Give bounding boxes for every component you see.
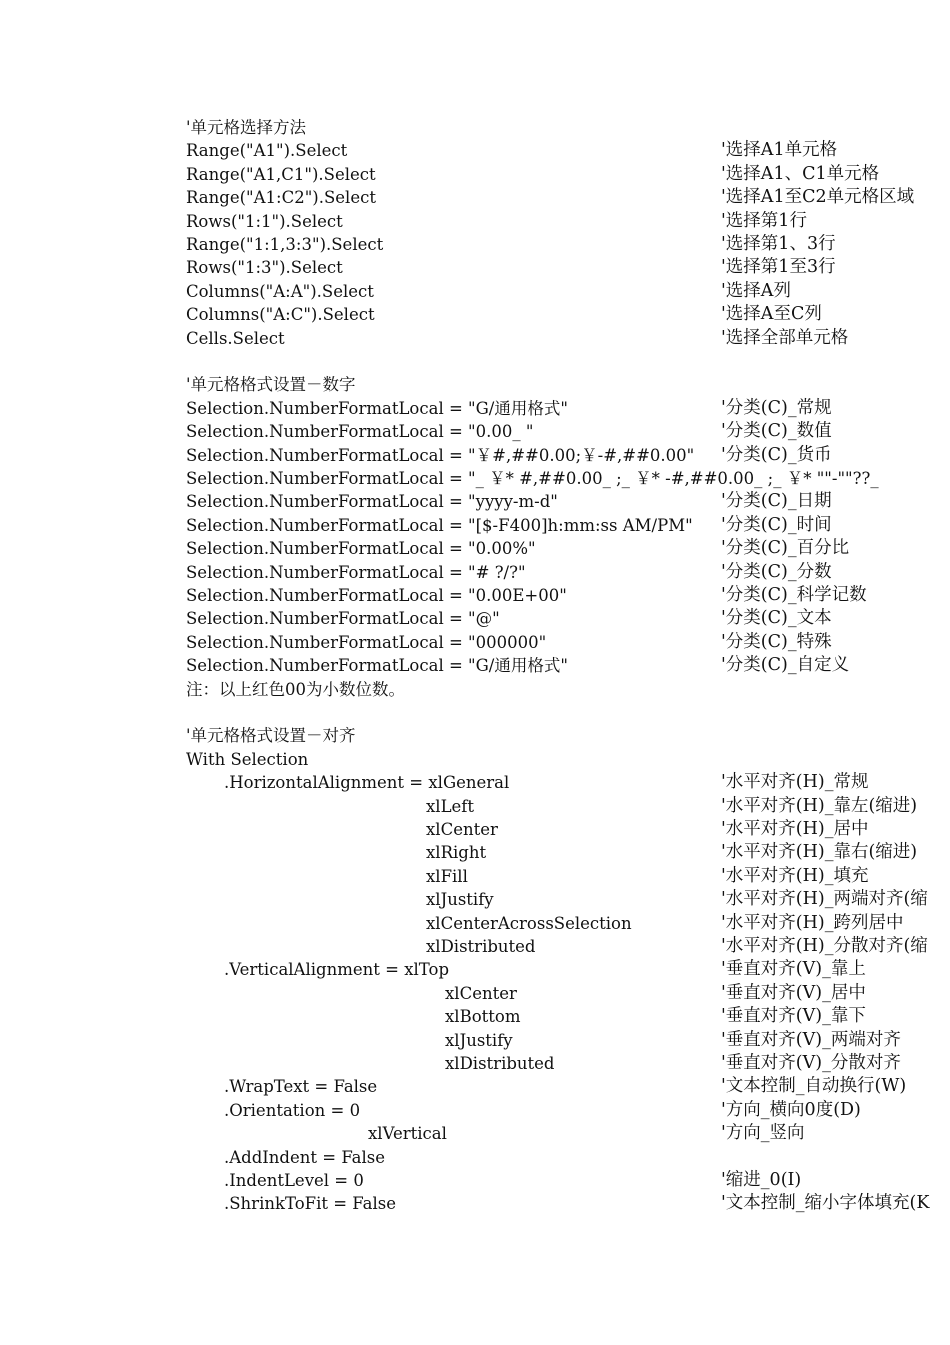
code-line bbox=[0, 163, 950, 186]
code-line bbox=[0, 420, 950, 443]
code-line bbox=[0, 116, 950, 139]
comment-text: '选择第1至3行 bbox=[721, 257, 836, 278]
code-line bbox=[0, 607, 950, 630]
comment-text: '缩进_0(I) bbox=[721, 1170, 802, 1190]
code-text: xlVertical bbox=[368, 1124, 447, 1144]
code-text: Selection.NumberFormatLocal = "yyyy-m-d" bbox=[186, 492, 558, 512]
code-text: xlRight bbox=[426, 843, 487, 863]
comment-text: '文本控制_缩小字体填充(K bbox=[721, 1193, 930, 1214]
comment-text: '垂直对齐(V)_分散对齐 bbox=[721, 1053, 901, 1073]
code-line bbox=[0, 795, 950, 818]
code-line bbox=[0, 256, 950, 279]
code-line bbox=[0, 912, 950, 935]
comment-text: '垂直对齐(V)_靠上 bbox=[721, 959, 866, 980]
code-line bbox=[0, 584, 950, 607]
comment-text: '选择A1、C1单元格 bbox=[721, 163, 880, 184]
code-text: Columns("A:A").Select bbox=[186, 281, 374, 301]
comment-text: '分类(C)_特殊 bbox=[721, 631, 832, 652]
comment-text: '选择全部单元格 bbox=[721, 327, 849, 348]
code-text: Selection.NumberFormatLocal = "0.00E+00" bbox=[186, 586, 567, 605]
code-line bbox=[0, 888, 950, 911]
code-text: xlDistributed bbox=[445, 1054, 555, 1073]
code-line bbox=[0, 280, 950, 303]
code-line bbox=[0, 537, 950, 560]
comment-text: '分类(C)_文本 bbox=[721, 608, 832, 629]
comment-text: '分类(C)_时间 bbox=[721, 514, 832, 535]
comment-text: '分类(C)_分数 bbox=[721, 561, 832, 582]
code-text: Range("A1:C2").Select bbox=[186, 188, 376, 208]
code-text: Cells.Select bbox=[186, 328, 285, 348]
code-line bbox=[0, 865, 950, 888]
comment-text: '选择A列 bbox=[721, 280, 791, 301]
comment-text: '水平对齐(H)_两端对齐(缩 bbox=[721, 889, 928, 910]
code-line bbox=[0, 701, 950, 724]
code-line bbox=[0, 958, 950, 981]
comment-text: '分类(C)_常规 bbox=[721, 397, 832, 418]
code-text: .IndentLevel = 0 bbox=[224, 1171, 364, 1190]
code-line bbox=[0, 1005, 950, 1028]
code-line bbox=[0, 139, 950, 162]
code-text: .Orientation = 0 bbox=[224, 1100, 361, 1120]
code-line bbox=[0, 1169, 950, 1192]
comment-text: '水平对齐(H)_填充 bbox=[721, 865, 869, 886]
code-line bbox=[0, 561, 950, 584]
code-text: Selection.NumberFormatLocal = "@" bbox=[186, 609, 500, 629]
comment-text: '选择A1至C2单元格区域 bbox=[721, 187, 915, 208]
comment-text: '分类(C)_货币 bbox=[721, 444, 832, 465]
code-text: '单元格选择方法 bbox=[186, 118, 307, 137]
comment-text: '选择第1、3行 bbox=[721, 234, 836, 254]
code-text: .VerticalAlignment = xlTop bbox=[224, 960, 450, 980]
code-text: xlDistributed bbox=[426, 937, 536, 956]
code-text: .ShrinkToFit = False bbox=[224, 1194, 396, 1214]
code-line bbox=[0, 233, 950, 256]
comment-text: '水平对齐(H)_居中 bbox=[721, 819, 869, 839]
code-line bbox=[0, 654, 950, 677]
code-line bbox=[0, 1052, 950, 1075]
code-text: Selection.NumberFormatLocal = "0.00%" bbox=[186, 539, 536, 559]
code-text: Rows("1:1").Select bbox=[186, 211, 343, 231]
code-text: xlJustify bbox=[445, 1030, 513, 1050]
code-line bbox=[0, 982, 950, 1005]
code-text: xlCenterAcrossSelection bbox=[426, 913, 632, 933]
comment-text: '垂直对齐(V)_两端对齐 bbox=[721, 1029, 901, 1050]
code-line bbox=[0, 724, 950, 747]
code-line bbox=[0, 490, 950, 513]
code-line bbox=[0, 748, 950, 771]
code-line bbox=[0, 397, 950, 420]
code-text: 注：以上红色00为小数位数。 bbox=[186, 679, 405, 699]
code-line bbox=[0, 303, 950, 326]
code-text: Selection.NumberFormatLocal = "￥#,##0.00;￥-#,##0.00" bbox=[186, 445, 695, 465]
code-line bbox=[0, 631, 950, 654]
code-text: Selection.NumberFormatLocal = "000000" bbox=[186, 632, 547, 652]
comment-text: '水平对齐(H)_分散对齐(缩 bbox=[721, 936, 928, 956]
code-text: xlLeft bbox=[426, 796, 475, 816]
comment-text: '选择第1行 bbox=[721, 210, 807, 231]
code-line bbox=[0, 327, 950, 350]
comment-text: '分类(C)_百分比 bbox=[721, 538, 850, 559]
comment-text: '文本控制_自动换行(W) bbox=[721, 1076, 907, 1097]
code-text: Selection.NumberFormatLocal = "G/通用格式" bbox=[186, 656, 568, 676]
code-text: xlBottom bbox=[445, 1007, 521, 1027]
comment-text: '分类(C)_科学记数 bbox=[721, 585, 867, 605]
code-line bbox=[0, 1029, 950, 1052]
code-text: .WrapText = False bbox=[224, 1077, 378, 1097]
comment-text: '垂直对齐(V)_居中 bbox=[721, 982, 866, 1003]
code-text: Selection.NumberFormatLocal = "_ ￥* #,##0.00_ ;_ ￥* -#,##0.00_ ;_ ￥* ""-""??_ bbox=[186, 469, 879, 488]
code-text: Range("A1,C1").Select bbox=[186, 164, 376, 184]
comment-text: '方向_竖向 bbox=[721, 1123, 805, 1144]
code-line bbox=[0, 467, 950, 490]
comment-text: '分类(C)_自定义 bbox=[721, 655, 850, 676]
code-line bbox=[0, 1075, 950, 1098]
code-text: Columns("A:C").Select bbox=[186, 305, 375, 325]
code-line bbox=[0, 444, 950, 467]
code-line bbox=[0, 935, 950, 958]
code-text: xlCenter bbox=[426, 820, 498, 839]
code-text: .HorizontalAlignment = xlGeneral bbox=[224, 773, 510, 793]
comment-text: '分类(C)_日期 bbox=[721, 491, 832, 512]
code-line bbox=[0, 350, 950, 373]
code-text: Selection.NumberFormatLocal = "G/通用格式" bbox=[186, 398, 568, 418]
code-text: xlJustify bbox=[426, 890, 494, 910]
comment-text: '水平对齐(H)_常规 bbox=[721, 772, 869, 793]
code-text: Selection.NumberFormatLocal = "# ?/?" bbox=[186, 562, 526, 582]
code-line bbox=[0, 373, 950, 396]
code-line bbox=[0, 1146, 950, 1169]
comment-text: '水平对齐(H)_靠左(缩进) bbox=[721, 795, 918, 816]
code-line bbox=[0, 818, 950, 841]
code-text: With Selection bbox=[186, 749, 309, 769]
code-text: Selection.NumberFormatLocal = "0.00_ " bbox=[186, 422, 534, 442]
code-line bbox=[0, 841, 950, 864]
code-line bbox=[0, 771, 950, 794]
code-text: xlFill bbox=[426, 866, 468, 886]
code-text: Range("1:1,3:3").Select bbox=[186, 235, 384, 254]
code-line bbox=[0, 514, 950, 537]
code-line bbox=[0, 1192, 950, 1215]
comment-text: '水平对齐(H)_跨列居中 bbox=[721, 912, 904, 933]
comment-text: '选择A1单元格 bbox=[721, 140, 838, 161]
code-line bbox=[0, 1099, 950, 1122]
code-text: Selection.NumberFormatLocal = "[$-F400]h:mm:ss AM/PM" bbox=[186, 515, 693, 535]
comment-text: '垂直对齐(V)_靠下 bbox=[721, 1006, 866, 1027]
code-text: Range("A1").Select bbox=[186, 141, 348, 161]
code-text: .AddIndent = False bbox=[224, 1147, 386, 1167]
code-line bbox=[0, 678, 950, 701]
comment-text: '水平对齐(H)_靠右(缩进) bbox=[721, 842, 918, 863]
code-line bbox=[0, 186, 950, 209]
code-text: '单元格格式设置－数字 bbox=[186, 375, 356, 395]
code-line bbox=[0, 1122, 950, 1145]
code-text: Rows("1:3").Select bbox=[186, 258, 343, 278]
code-text: xlCenter bbox=[445, 983, 517, 1003]
code-line bbox=[0, 210, 950, 233]
comment-text: '选择A至C列 bbox=[721, 304, 822, 325]
comment-text: '方向_横向0度(D) bbox=[721, 1099, 861, 1120]
code-text: '单元格格式设置－对齐 bbox=[186, 726, 356, 746]
comment-text: '分类(C)_数值 bbox=[721, 421, 832, 442]
